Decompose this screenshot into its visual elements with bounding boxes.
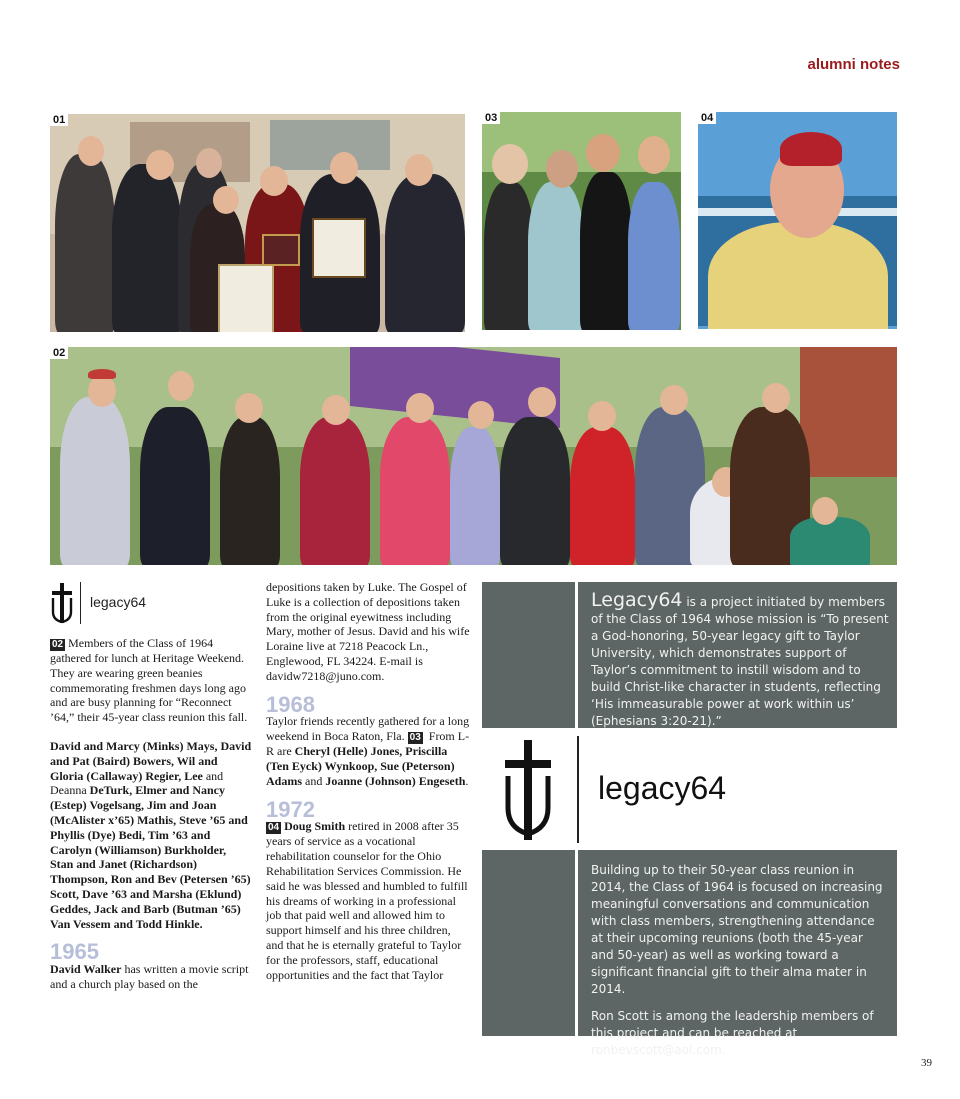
- year-heading-1965: 1965: [50, 939, 99, 965]
- class-1964-paragraph: [50, 636, 252, 725]
- names-bold-b: DeTurk, Elmer and Nancy (Estep) Vogelsang, Jim and Joan (McAlister x’65) Mathis, Steve ’65 and Phyllis (Dye) Bedi, Tim ’63 and Carolyn (Williamson) Burkholder, Stan and Janet (Richardson) Thompson, Ron and Bev (Petersen ’65) Scott, Dave ’63 and Marsha (Eklund) Geddes, Jack and Barb (Butman ’65) Van Vessem and Todd Hinkle.: [50, 783, 251, 931]
- names-plain: and Deanna: [50, 768, 224, 798]
- photo-01: [50, 114, 465, 332]
- photo-label: 04: [698, 112, 716, 124]
- photo-ref-tag: 02: [52, 639, 64, 650]
- from-lr: From L-R are: [266, 729, 470, 759]
- photo-label: 03: [482, 112, 500, 124]
- logo-text: legacy64: [90, 594, 147, 610]
- photo-04: [698, 112, 897, 329]
- smith-text: retired in 2008 after 35 years of service as a vocational rehabilitation counselor for the Ohio Rehabilitation Services Commission. He said he was blessed and humbled to fulfill his dreams of working in a professional job that paid well and allowed him to support himself and his three children, and that he is eternally grateful to Taylor for the professors, staff, educational opportunities and the fact that Taylor: [266, 819, 468, 982]
- photo-label: 02: [50, 347, 68, 359]
- logo-divider: [577, 736, 579, 843]
- section-title: alumni notes: [807, 56, 900, 73]
- mission-text: is a project initiated by members of the Class of 1964 whose mission is “To present a God-honoring, 50-year legacy gift to Taylor University, which demonstrates support of Taylor’s commitment to instill wisdom and to build Christ-like character in students, reflecting ‘His immeasurable power at work within us’ (Ephesians 3:20-21).”: [591, 595, 889, 728]
- walker-name: David Walker: [50, 962, 122, 977]
- contact-paragraph: Ron Scott is among the leadership members of this project and can be reached at ronbevscott@aol.com.: [591, 1009, 874, 1057]
- walker-paragraph: [50, 962, 252, 992]
- sidebar-mission-text: [591, 589, 891, 730]
- year-heading-1968: 1968: [266, 691, 315, 717]
- legacy64-lead: Legacy64: [591, 589, 683, 611]
- sidebar-top-accent: [482, 582, 575, 728]
- photo-02: [50, 347, 897, 565]
- year-heading-1972: 1972: [266, 796, 315, 822]
- legacy64-logo-large: [500, 736, 900, 846]
- class-1972-paragraph: [266, 819, 470, 982]
- intro-text: Members of the Class of 1964 gathered for lunch at Heritage Weekend. They are wearing green beanies commemorating freshmen days long ago and are busy planning for “Reconnect ’64,” their 45-year class reunion this fall.: [50, 636, 248, 725]
- names-bold-a: David and Marcy (Minks) Mays, David and Pat (Baird) Bowers, Wil and Gloria (Callaway) Regier, Lee: [50, 738, 252, 783]
- walker-continued: depositions taken by Luke. The Gospel of Luke is a collection of depositions taken from the original eyewitness including Mary, mother of Jesus. David and his wife Loraine live at 7218 Peacock Ln., Englewood, FL 34224. E-mail is davidw7218@juno.com.: [266, 580, 470, 683]
- names-1968-a: Cheryl (Helle) Jones, Priscilla (Ten Eyck) Wynkoop, Sue (Peterson) Adams: [266, 744, 455, 788]
- photo-ref-tag: 03: [409, 732, 421, 744]
- photo-ref-tag: 04: [268, 822, 280, 834]
- column-1: [50, 636, 252, 1006]
- sidebar-reunion-text: [591, 862, 887, 1069]
- names-paragraph: [50, 739, 252, 931]
- reunion-paragraph: Building up to their 50-year class reunion in 2014, the Class of 1964 is focused on increasing meaningful conversations and communication with class members, strengthening attendance at their upcoming reunions (both the 45-year and 50-year) as well as working toward a significant financial gift to their alma mater in 2014.: [591, 863, 883, 996]
- photo-03: [482, 112, 681, 330]
- smith-name: Doug Smith: [284, 819, 346, 834]
- names-1968-b: Joanne (Johnson) Engeseth: [325, 773, 466, 788]
- walker-text: has written a movie script and a church play based on the: [50, 962, 249, 991]
- and-text: and: [302, 773, 326, 788]
- legacy64-logo-small: [50, 582, 160, 624]
- column-2: [266, 580, 470, 996]
- cross-logo-icon: [502, 740, 554, 840]
- period: .: [465, 773, 469, 788]
- logo-text-large: legacy64: [598, 770, 727, 806]
- photo-label: 01: [50, 114, 68, 126]
- logo-divider: [80, 582, 81, 624]
- intro-1968: Taylor friends recently gathered for a long weekend in Boca Raton, Fla.: [266, 714, 470, 744]
- page-number: 39: [921, 1057, 932, 1069]
- sidebar-bottom-accent: [482, 850, 575, 1036]
- cross-logo-icon: [50, 582, 74, 624]
- class-1968-paragraph: [266, 714, 470, 788]
